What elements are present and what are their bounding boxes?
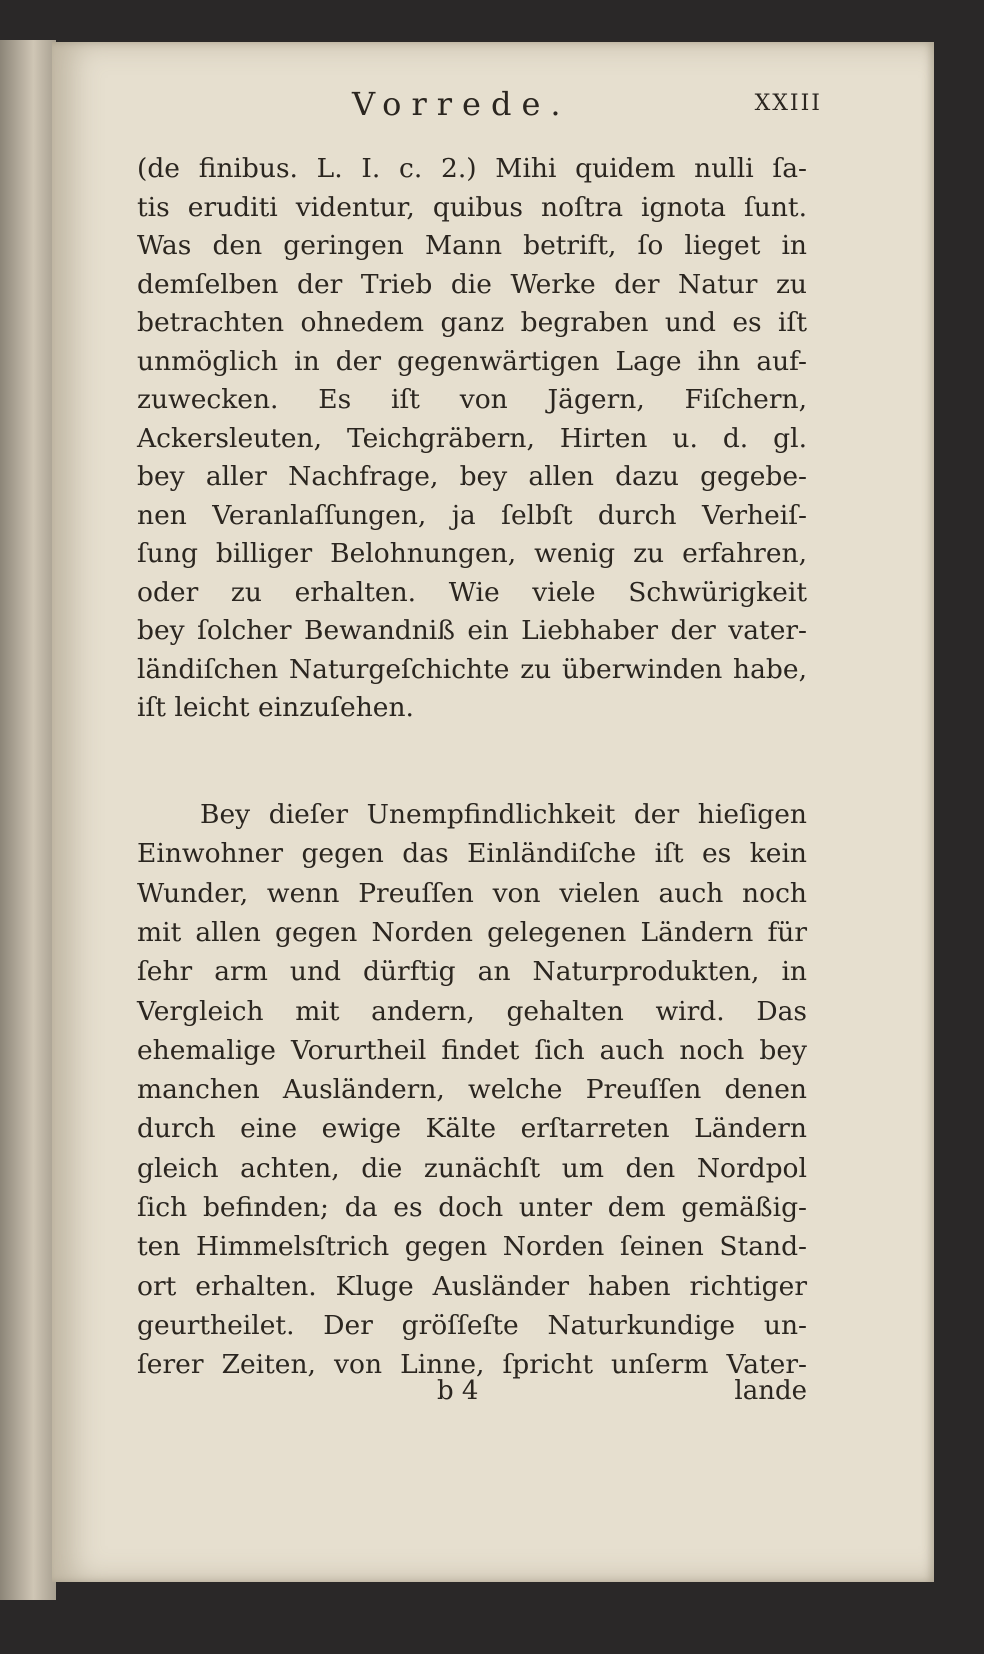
page-number: XXIII (754, 91, 822, 116)
text-line: ten Himmelsſtrich gegen Norden ſeinen Stand- (137, 1231, 807, 1263)
text-line: (de finibus. L. I. c. 2.) Mihi quidem nulli ſa- (137, 153, 807, 184)
text-line: ort erhalten. Kluge Ausländer haben richtiger (137, 1270, 807, 1302)
text-line: geurtheilet. Der gröſſeſte Naturkundige un- (137, 1309, 807, 1341)
text-line: bey aller Nachfrage, bey allen dazu gegebe- (137, 461, 807, 492)
text-line: Bey dieſer Unempfindlichkeit der hieſigen (200, 799, 807, 830)
text-line: Ackersleuten, Teichgräbern, Hirten u. d. gl. (137, 422, 807, 454)
text-line: iſt leicht einzuſehen. (137, 692, 414, 723)
text-line: oder zu erhalten. Wie viele Schwürigkeit (137, 576, 807, 608)
page-header (137, 85, 822, 125)
text-line: betrachten ohnedem ganz begraben und es iſt (137, 307, 807, 338)
text-line: ſung billiger Belohnungen, wenig zu erfahren, (137, 538, 807, 569)
text-line: ſich befinden; da es doch unter dem gemäßig- (137, 1192, 807, 1223)
text-line: durch eine ewige Kälte erſtarreten Ländern (137, 1113, 807, 1145)
text-line: tis eruditi videntur, quibus noſtra ignota ſunt. (137, 191, 807, 223)
text-line: gleich achten, die zunächſt um den Nordpol (137, 1152, 807, 1184)
text-line: mit allen gegen Norden gelegenen Ländern für (137, 916, 807, 948)
text-line: ſehr arm und dürftig an Naturprodukten, in (137, 956, 807, 988)
adjacent-page-edge (0, 40, 56, 1600)
text-line: unmöglich in der gegenwärtigen Lage ihn auf- (137, 345, 807, 377)
catchword: lande (734, 1376, 807, 1406)
text-line: ehemalige Vorurtheil findet ſich auch noch bey (137, 1034, 807, 1066)
text-line: ſerer Zeiten, von Linne, ſpricht unſerm Vater- (137, 1349, 807, 1381)
text-line: nen Veranlaſſungen, ja ſelbſt durch Verheiſ- (137, 499, 807, 531)
text-line: Einwohner gegen das Einländiſche iſt es kein (137, 838, 807, 870)
text-line: bey ſolcher Bewandniß ein Liebhaber der vater- (137, 615, 807, 646)
text-line: manchen Ausländern, welche Preuſſen denen (137, 1074, 807, 1106)
running-title: Vorrede. (352, 85, 571, 123)
text-line: demſelben der Trieb die Werke der Natur zu (137, 268, 807, 300)
signature-mark: b 4 (437, 1376, 479, 1406)
text-line: Vergleich mit andern, gehalten wird. Das (137, 995, 807, 1027)
text-line: ländiſchen Naturgeſchichte zu überwinden habe, (137, 653, 807, 685)
text-line: zuwecken. Es iſt von Jägern, Fiſchern, (137, 384, 807, 415)
text-line: Wunder, wenn Preuſſen von vielen auch noch (137, 877, 807, 909)
text-line: Was den geringen Mann betrift, ſo lieget in (137, 230, 807, 261)
